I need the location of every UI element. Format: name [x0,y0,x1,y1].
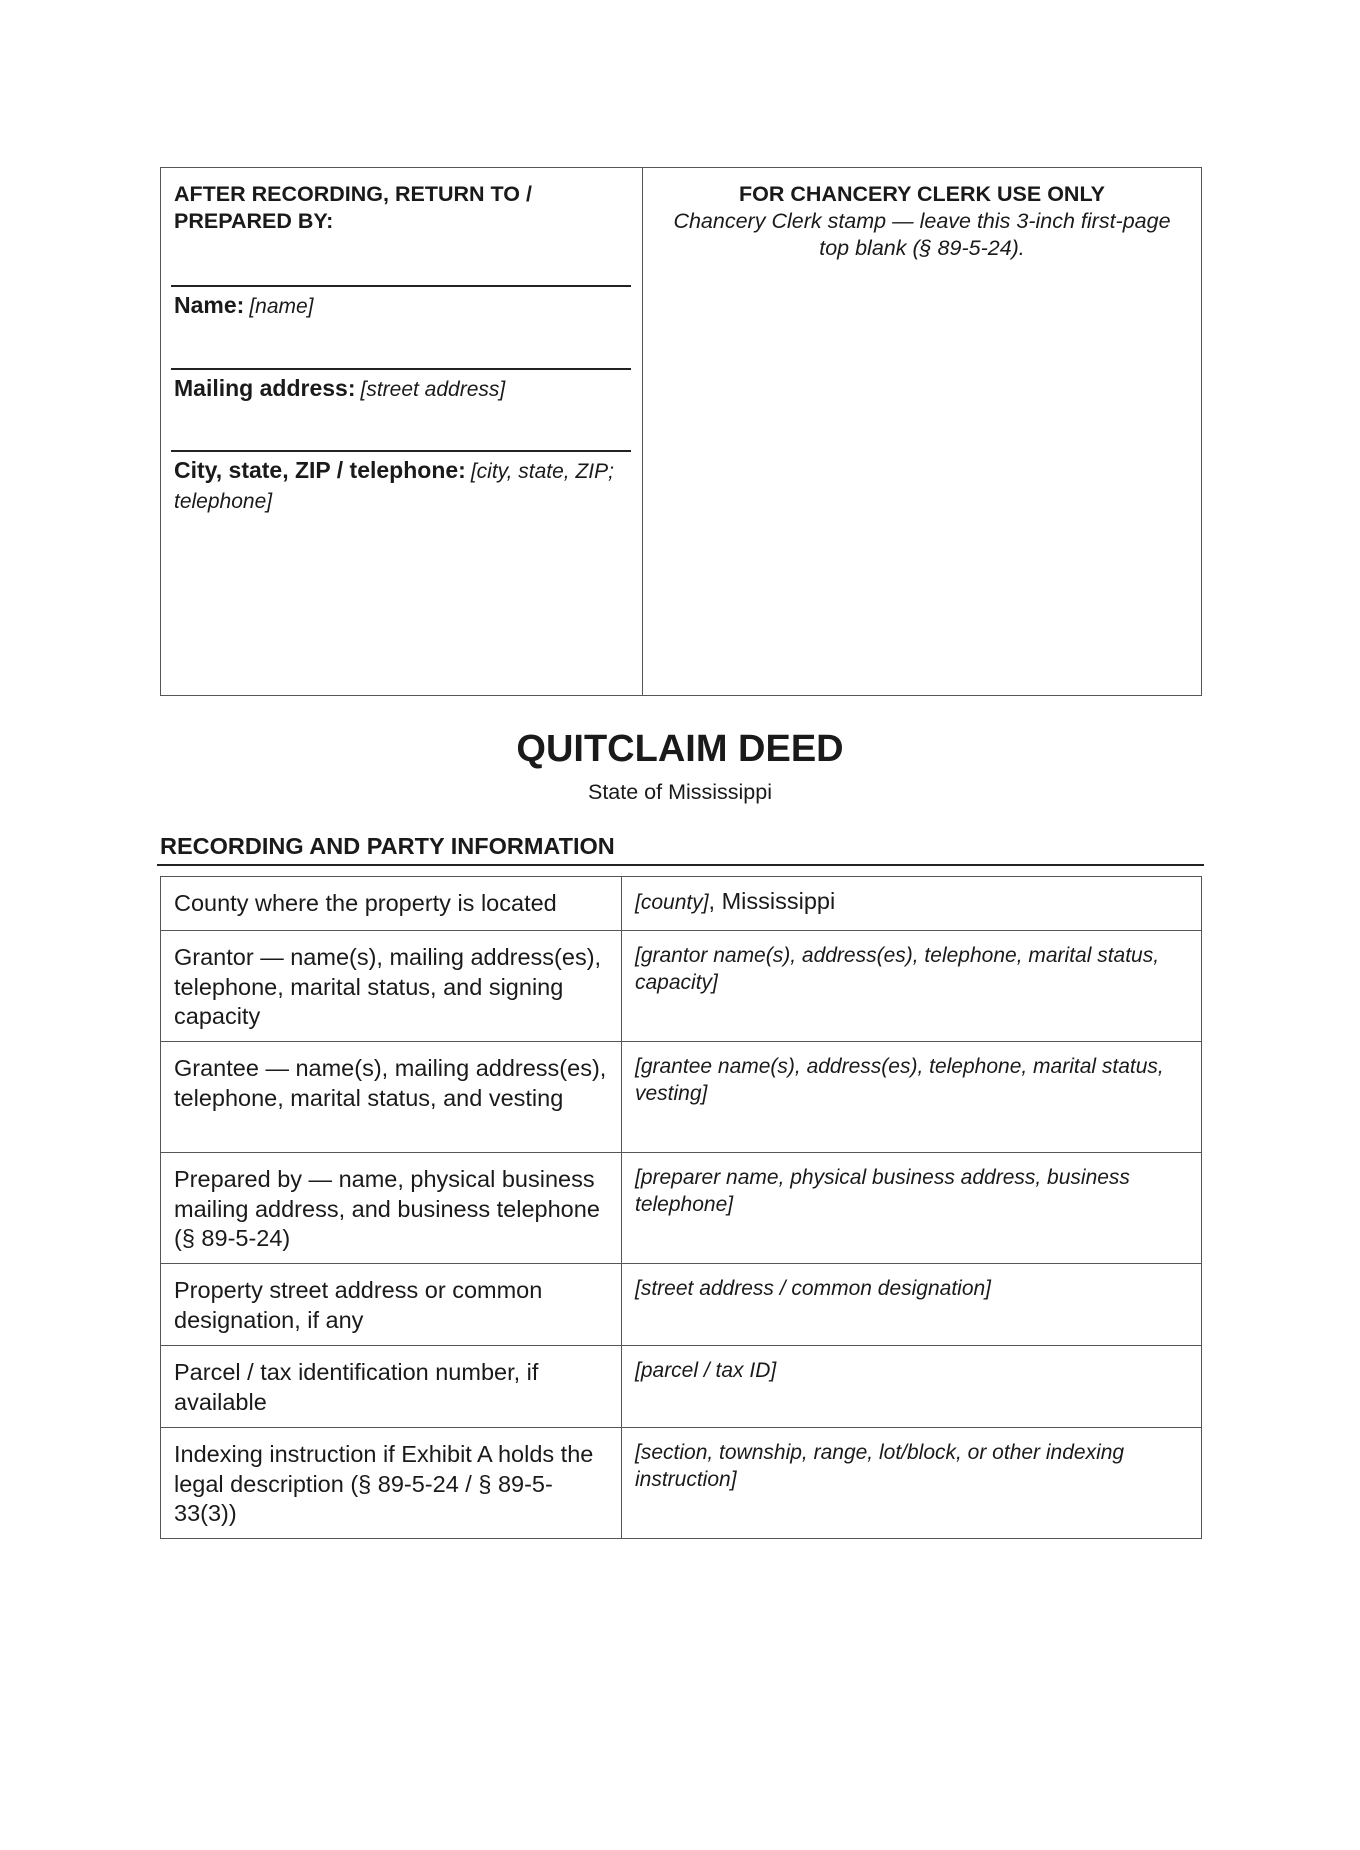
grantee-value[interactable] [622,1042,1202,1153]
parcel-label: Parcel / tax identification number, if available [161,1346,622,1428]
grantor-label: Grantor — name(s), mailing address(es), telephone, marital status, and signing capacity [161,931,622,1042]
county-placeholder: [county] [635,891,709,914]
return-city-field[interactable] [171,450,631,516]
return-to-section [161,168,643,695]
return-address-value: [street address] [360,378,506,401]
street-address-value[interactable] [622,1264,1202,1346]
return-name-label: Name: [174,292,245,318]
indexing-label: Indexing instruction if Exhibit A holds the legal description (§ 89-5-24 / § 89-5-33(3)) [161,1428,622,1539]
county-label: County where the property is located [161,877,622,931]
county-value[interactable] [622,877,1202,931]
return-name-value: [name] [249,295,314,318]
parcel-value[interactable] [622,1346,1202,1428]
parcel-placeholder: [parcel / tax ID] [635,1359,777,1382]
clerk-use-section [643,168,1201,695]
clerk-use-heading: FOR CHANCERY CLERK USE ONLY [739,182,1105,206]
table-row [161,1346,1202,1428]
clerk-stamp-note: Chancery Clerk stamp — leave this 3-inch first-page top blank (§ 89-5-24). [673,209,1171,260]
document-subtitle: State of Mississippi [587,780,772,804]
return-address-field[interactable] [171,368,631,404]
recording-box [160,167,1202,696]
return-city-label: City, state, ZIP / telephone: [174,457,466,483]
table-row [161,1153,1202,1264]
grantee-label: Grantee — name(s), mailing address(es), telephone, marital status, and vesting [161,1042,622,1153]
party-info-table [160,876,1202,1539]
table-row [161,1428,1202,1539]
street-address-label: Property street address or common designation, if any [161,1264,622,1346]
preparer-value[interactable] [622,1153,1202,1264]
grantee-placeholder: [grantee name(s), address(es), telephone, marital status, vesting] [635,1055,1164,1105]
table-row [161,931,1202,1042]
return-address-label: Mailing address: [174,375,356,401]
county-suffix: , Mississippi [708,888,836,914]
section-divider [157,864,1204,866]
return-to-heading: AFTER RECORDING, RETURN TO / PREPARED BY: [174,182,532,233]
indexing-placeholder: [section, township, range, lot/block, or other indexing instruction] [635,1441,1125,1491]
table-row [161,1042,1202,1153]
preparer-label: Prepared by — name, physical business mailing address, and business telephone (§ 89-5-24) [161,1153,622,1264]
grantor-placeholder: [grantor name(s), address(es), telephone, marital status, capacity] [635,944,1160,994]
return-name-field[interactable] [171,285,631,321]
grantor-value[interactable] [622,931,1202,1042]
street-address-placeholder: [street address / common designation] [635,1277,992,1300]
section-heading: RECORDING AND PARTY INFORMATION [160,833,615,859]
table-row [161,1264,1202,1346]
preparer-placeholder: [preparer name, physical business address, business telephone] [635,1166,1130,1216]
table-row [161,877,1202,931]
return-city-value: [city, state, ZIP; telephone] [174,460,614,513]
document-title: QUITCLAIM DEED [516,728,844,770]
indexing-value[interactable] [622,1428,1202,1539]
